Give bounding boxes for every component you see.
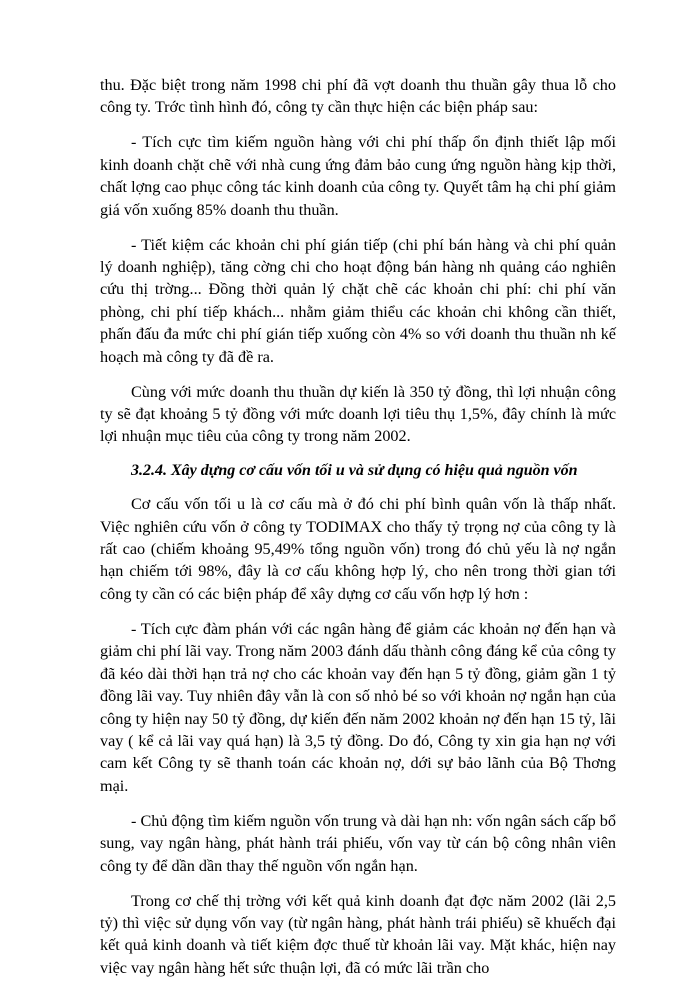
- paragraph-profit-target: Cùng với mức doanh thu thuần dự kiến là 350 tỷ đồng, thì lợi nhuận công ty sẽ đạt khoảng 5 tỷ đồng với mức doanh lợi tiêu thụ 1,5%, đây chính là mức lợi nhuận mục tiêu của công ty trong năm 2002.: [100, 382, 616, 446]
- paragraph-capital-structure: Cơ cấu vốn tối u là cơ cấu mà ở đó chi phí bình quân vốn là thấp nhất. Việc nghiên cứu vốn ở công ty TODIMAX cho thấy tỷ trọng nợ của công ty là rất cao (chiếm khoảng 95,49% tổng nguồn vốn) trong đó chủ yếu là nợ ngắn hạn chiếm tới 98%, đây là cơ cấu không hợp lý, cho nên trong thời gian tới công ty cần có các biện pháp để xây dựng cơ cấu vốn hợp lý hơn :: [100, 495, 616, 603]
- paragraph-bank-negotiation: - Tích cực đàm phán với các ngân hàng để giảm các khoản nợ đến hạn và giảm chi phí lãi vay. Trong năm 2003 đánh dấu thành công đáng kể của công ty đã kéo dài thời hạn trả nợ cho các khoản vay đến hạn 5 tỷ đồng, giảm gần 1 tỷ đồng lãi vay. Tuy nhiên đây vẫn là con số nhỏ bé so với khoản nợ ngắn hạn của công ty hiện nay 50 tỷ đồng, dự kiến đến năm 2002 khoản nợ đến hạn 15 tỷ, lãi vay ( kể cả lãi vay quá hạn) là 3,5 tỷ đồng. Do đó, Công ty xin gia hạn nợ với cam kết Công ty sẽ thanh toán các khoản nợ, dới sự bảo lãnh của Bộ Thơng mại.: [100, 619, 616, 795]
- paragraph-market-mechanism: Trong cơ chế thị trờng với kết quả kinh doanh đạt đợc năm 2002 (lãi 2,5 tỷ) thì việc sử dụng vốn vay (từ ngân hàng, phát hành trái phiếu) sẽ khuếch đại kết quả kinh doanh và tiết kiệm đợc thuế từ khoản lãi vay. Mặt khác, hiện nay việc vay ngân hàng hết sức thuận lợi, đã có mức lãi trần cho: [100, 891, 616, 977]
- paragraph-sourcing-costs: - Tích cực tìm kiếm nguồn hàng với chi phí thấp ổn định thiết lập mối kinh doanh chặt chẽ với nhà cung ứng đảm bảo cung ứng nguồn hàng kịp thời, chất lợng cao phục công tác kinh doanh của công ty. Quyết tâm hạ chi phí giảm giá vốn xuống 85% doanh thu thuần.: [100, 133, 616, 219]
- paragraph-long-term-funding: - Chủ động tìm kiếm nguồn vốn trung và dài hạn nh: vốn ngân sách cấp bổ sung, vay ngân hàng, phát hành trái phiếu, vốn vay từ cán bộ công nhân viên công ty để dần dần thay thế nguồn vốn ngắn hạn.: [100, 811, 616, 875]
- document-page: [100, 74, 616, 992]
- paragraph-indirect-costs: - Tiết kiệm các khoản chi phí gián tiếp (chi phí bán hàng và chi phí quản lý doanh nghiệp), tăng cờng chi cho hoạt động bán hàng nh quảng cáo nghiên cứu thị trờng... Đồng thời quản lý chặt chẽ các khoản chi phí: chi phí văn phòng, chi phí tiếp khách... nhằm giảm thiểu các khoản chi không cần thiết, phấn đấu đa mức chi phí gián tiếp xuống còn 4% so với doanh thu thuần nh kế hoạch mà công ty đã đề ra.: [100, 235, 616, 366]
- paragraph-continuation: thu. Đặc biệt trong năm 1998 chi phí đã vợt doanh thu thuần gây thua lỗ cho công ty. Trớc tình hình đó, công ty cần thực hiện các biện pháp sau:: [100, 76, 616, 117]
- section-heading: 3.2.4. Xây dựng cơ cấu vốn tối u và sử dụng có hiệu quả nguồn vốn: [131, 462, 578, 480]
